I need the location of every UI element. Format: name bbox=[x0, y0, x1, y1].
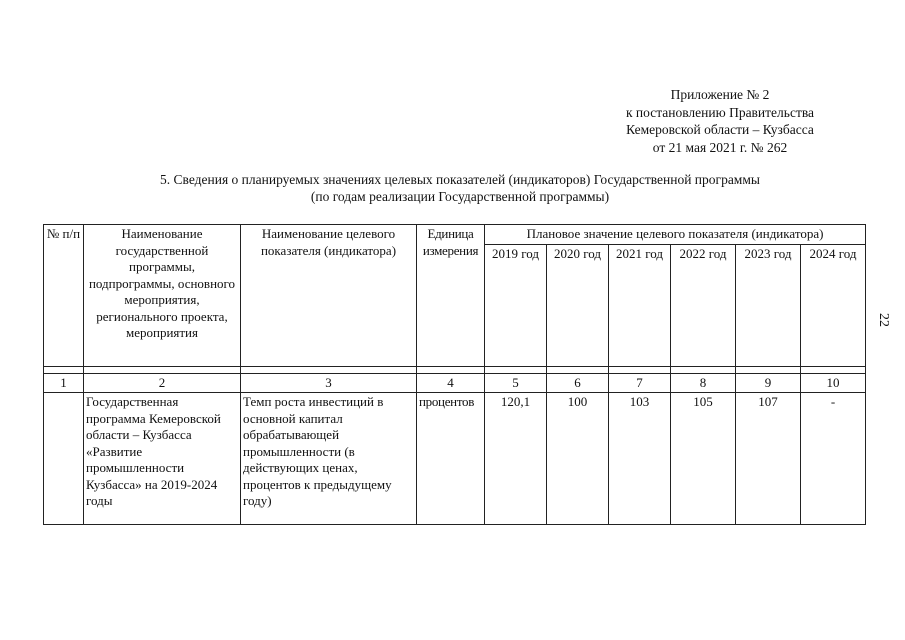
header-indicator: Наименование целевого показателя (индикатора) bbox=[241, 225, 417, 367]
appendix-date: от 21 мая 2021 г. № 262 bbox=[652, 139, 788, 155]
header-year-2022: 2022 год bbox=[671, 244, 736, 366]
appendix-header bbox=[560, 86, 880, 156]
row-value-2022: 105 bbox=[671, 393, 736, 525]
column-number-row bbox=[44, 373, 866, 393]
header-year-2019: 2019 год bbox=[485, 244, 547, 366]
column-number: 5 bbox=[485, 373, 547, 393]
column-number: 3 bbox=[241, 373, 417, 393]
section-heading-line1: 5. Сведения о планируемых значениях целевых показателей (индикаторов) Государственной программы bbox=[160, 172, 760, 187]
column-number: 9 bbox=[736, 373, 801, 393]
column-number: 8 bbox=[671, 373, 736, 393]
page-number: 22 bbox=[876, 313, 891, 327]
column-number: 10 bbox=[801, 373, 866, 393]
header-year-2021: 2021 год bbox=[609, 244, 671, 366]
row-value-2024: - bbox=[801, 393, 866, 525]
appendix-title: Приложение № 2 bbox=[670, 87, 770, 102]
row-value-2021: 103 bbox=[609, 393, 671, 525]
header-num: № п/п bbox=[44, 225, 84, 367]
appendix-region: Кемеровской области – Кузбасса bbox=[626, 122, 814, 137]
table-row bbox=[44, 393, 866, 525]
indicators-table bbox=[43, 224, 866, 525]
section-heading bbox=[60, 171, 860, 205]
header-row bbox=[44, 225, 866, 245]
column-number: 6 bbox=[547, 373, 609, 393]
header-program: Наименование государственной программы, подпрограммы, основного мероприятия, регионального проекта, мероприятия bbox=[84, 225, 241, 367]
appendix-resolution: к постановлению Правительства bbox=[625, 104, 815, 120]
header-year-2020: 2020 год bbox=[547, 244, 609, 366]
row-program-name: Государственная программа Кемеровской области – Кузбасса «Развитие промышленности Кузбасса» на 2019-2024 годы bbox=[84, 393, 241, 525]
row-value-2020: 100 bbox=[547, 393, 609, 525]
row-value-2023: 107 bbox=[736, 393, 801, 525]
column-number: 4 bbox=[417, 373, 485, 393]
column-number: 1 bbox=[44, 373, 84, 393]
column-number: 2 bbox=[84, 373, 241, 393]
header-year-2023: 2023 год bbox=[736, 244, 801, 366]
header-unit: Единица измерения bbox=[417, 225, 485, 367]
column-number: 7 bbox=[609, 373, 671, 393]
row-unit: процентов bbox=[417, 393, 485, 525]
row-indicator-name: Темп роста инвестиций в основной капитал обрабатывающей промышленности (в действующих ценах, процентов к предыдущему году) bbox=[241, 393, 417, 525]
header-year-2024: 2024 год bbox=[801, 244, 866, 366]
row-num bbox=[44, 393, 84, 525]
spacer-row bbox=[44, 366, 866, 373]
row-value-2019: 120,1 bbox=[485, 393, 547, 525]
section-heading-line2: (по годам реализации Государственной программы) bbox=[310, 189, 610, 204]
header-planned-value: Плановое значение целевого показателя (индикатора) bbox=[485, 225, 866, 245]
